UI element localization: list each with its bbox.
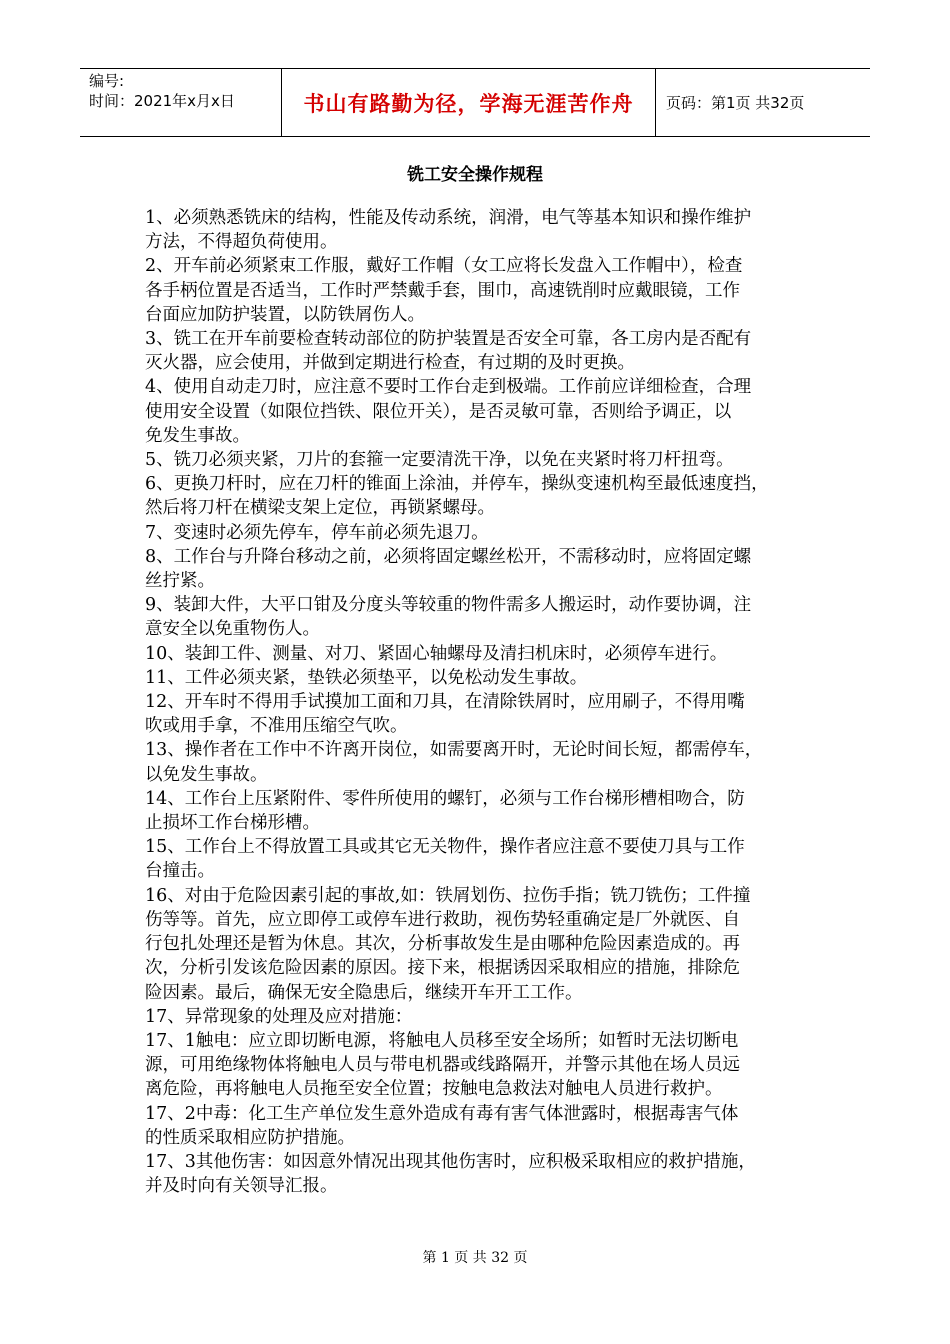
body-line: 的性质采取相应防护措施。 xyxy=(145,1127,355,1148)
body-line: 17、2中毒：化工生产单位发生意外造成有毒有害气体泄露时，根据毒害气体 xyxy=(145,1103,739,1124)
header-meta xyxy=(80,69,282,136)
page-header xyxy=(80,68,870,137)
body-line: 17、3其他伤害：如因意外情况出现其他伤害时，应积极采取相应的救护措施， xyxy=(145,1151,756,1172)
body-line: 免发生事故。 xyxy=(145,425,250,446)
body-line: 方法，不得超负荷使用。 xyxy=(145,232,338,253)
body-line: 9、装卸大件，大平口钳及分度头等较重的物件需多人搬运时，动作要协调，注 xyxy=(145,595,752,616)
body-line: 3、铣工在开车前要检查转动部位的防护装置是否安全可靠，各工房内是否配有 xyxy=(145,329,752,350)
body-line: 使用安全设置（如限位挡铁、限位开关），是否灵敏可靠，否则给予调正，以 xyxy=(145,401,732,422)
body-line: 并及时向有关领导汇报。 xyxy=(145,1176,338,1197)
body-line: 次，分析引发该危险因素的原因。接下来，根据诱因采取相应的措施，排除危 xyxy=(145,958,740,979)
body-line: 10、装卸工件、测量、对刀、紧固心轴螺母及清扫机床时，必须停车进行。 xyxy=(145,643,728,664)
body-line: 7、变速时必须先停车，停车前必须先退刀。 xyxy=(145,522,489,543)
body-line: 12、开车时不得用手试摸加工面和刀具，在清除铁屑时，应用刷子，不得用嘴 xyxy=(145,692,745,713)
body-line: 然后将刀杆在横梁支架上定位，再锁紧螺母。 xyxy=(145,498,495,519)
body-line: 17、异常现象的处理及应对措施： xyxy=(145,1006,413,1027)
body-line: 1、必须熟悉铣床的结构，性能及传动系统，润滑，电气等基本知识和操作维护 xyxy=(145,208,752,228)
body-line: 止损坏工作台梯形槽。 xyxy=(145,813,320,834)
body-line: 13、操作者在工作中不许离开岗位，如需要离开时，无论时间长短，都需停车， xyxy=(145,740,763,761)
document-title: 铣工安全操作规程 xyxy=(407,165,543,185)
body-line: 5、铣刀必须夹紧，刀片的套箍一定要清洗干净，以免在夹紧时将刀杆扭弯。 xyxy=(145,450,734,471)
body-line: 意安全以免重物伤人。 xyxy=(145,619,320,640)
body-line: 台撞击。 xyxy=(145,861,215,882)
body-line: 险因素。最后，确保无安全隐患后，继续开车开工工作。 xyxy=(145,982,583,1003)
body-line: 吹或用手拿，不准用压缩空气吹。 xyxy=(145,716,408,737)
document-body xyxy=(145,206,820,1198)
document-time-label: 时间：2021年x月x日 xyxy=(89,92,235,110)
header-page-info: 页码：第1页 共32页 xyxy=(666,94,805,112)
body-line: 各手柄位置是否适当，工作时严禁戴手套，围巾，高速铣削时应戴眼镜，工作 xyxy=(145,280,740,301)
body-line: 灭火器，应会使用，并做到定期进行检查，有过期的及时更换。 xyxy=(145,353,635,374)
body-line: 丝拧紧。 xyxy=(145,571,215,592)
body-line: 以免发生事故。 xyxy=(145,764,268,785)
body-line: 行包扎处理还是暂为休息。其次，分析事故发生是由哪种危险因素造成的。再 xyxy=(145,934,740,955)
body-line: 台面应加防护装置，以防铁屑伤人。 xyxy=(145,304,425,325)
body-line: 6、更换刀杆时，应在刀杆的锥面上涂油，并停车，操纵变速机构至最低速度挡， xyxy=(145,474,769,495)
body-line: 离危险，再将触电人员拖至安全位置；按触电急救法对触电人员进行救护。 xyxy=(145,1079,723,1100)
body-line: 源，可用绝缘物体将触电人员与带电机器或线路隔开，并警示其他在场人员远 xyxy=(145,1055,740,1076)
body-line: 4、使用自动走刀时，应注意不要时工作台走到极端。工作前应详细检查，合理 xyxy=(145,377,752,398)
body-line: 8、工作台与升降台移动之前，必须将固定螺丝松开，不需移动时，应将固定螺 xyxy=(145,546,752,567)
document-number-label: 编号: xyxy=(89,72,125,90)
body-line: 17、1触电：应立即切断电源，将触电人员移至安全场所；如暂时无法切断电 xyxy=(145,1030,739,1051)
body-line: 15、工作台上不得放置工具或其它无关物件，操作者应注意不要使刀具与工作 xyxy=(145,837,745,858)
header-motto: 书山有路勤为径，学海无涯苦作舟 xyxy=(282,69,656,136)
body-line: 2、开车前必须紧束工作服，戴好工作帽（女工应将长发盘入工作帽中），检查 xyxy=(145,256,743,277)
body-line: 14、工作台上压紧附件、零件所使用的螺钉，必须与工作台梯形槽相吻合，防 xyxy=(145,788,745,809)
page-footer: 第 1 页 共 32 页 xyxy=(422,1250,528,1266)
body-line: 伤等等。首先，应立即停工或停车进行救助，视伤势轻重确定是厂外就医、自 xyxy=(145,909,740,930)
body-line: 16、对由于危险因素引起的事故,如：铁屑划伤、拉伤手指；铣刀铣伤；工件撞 xyxy=(145,885,751,906)
body-line: 11、工件必须夹紧，垫铁必须垫平，以免松动发生事故。 xyxy=(145,667,588,688)
